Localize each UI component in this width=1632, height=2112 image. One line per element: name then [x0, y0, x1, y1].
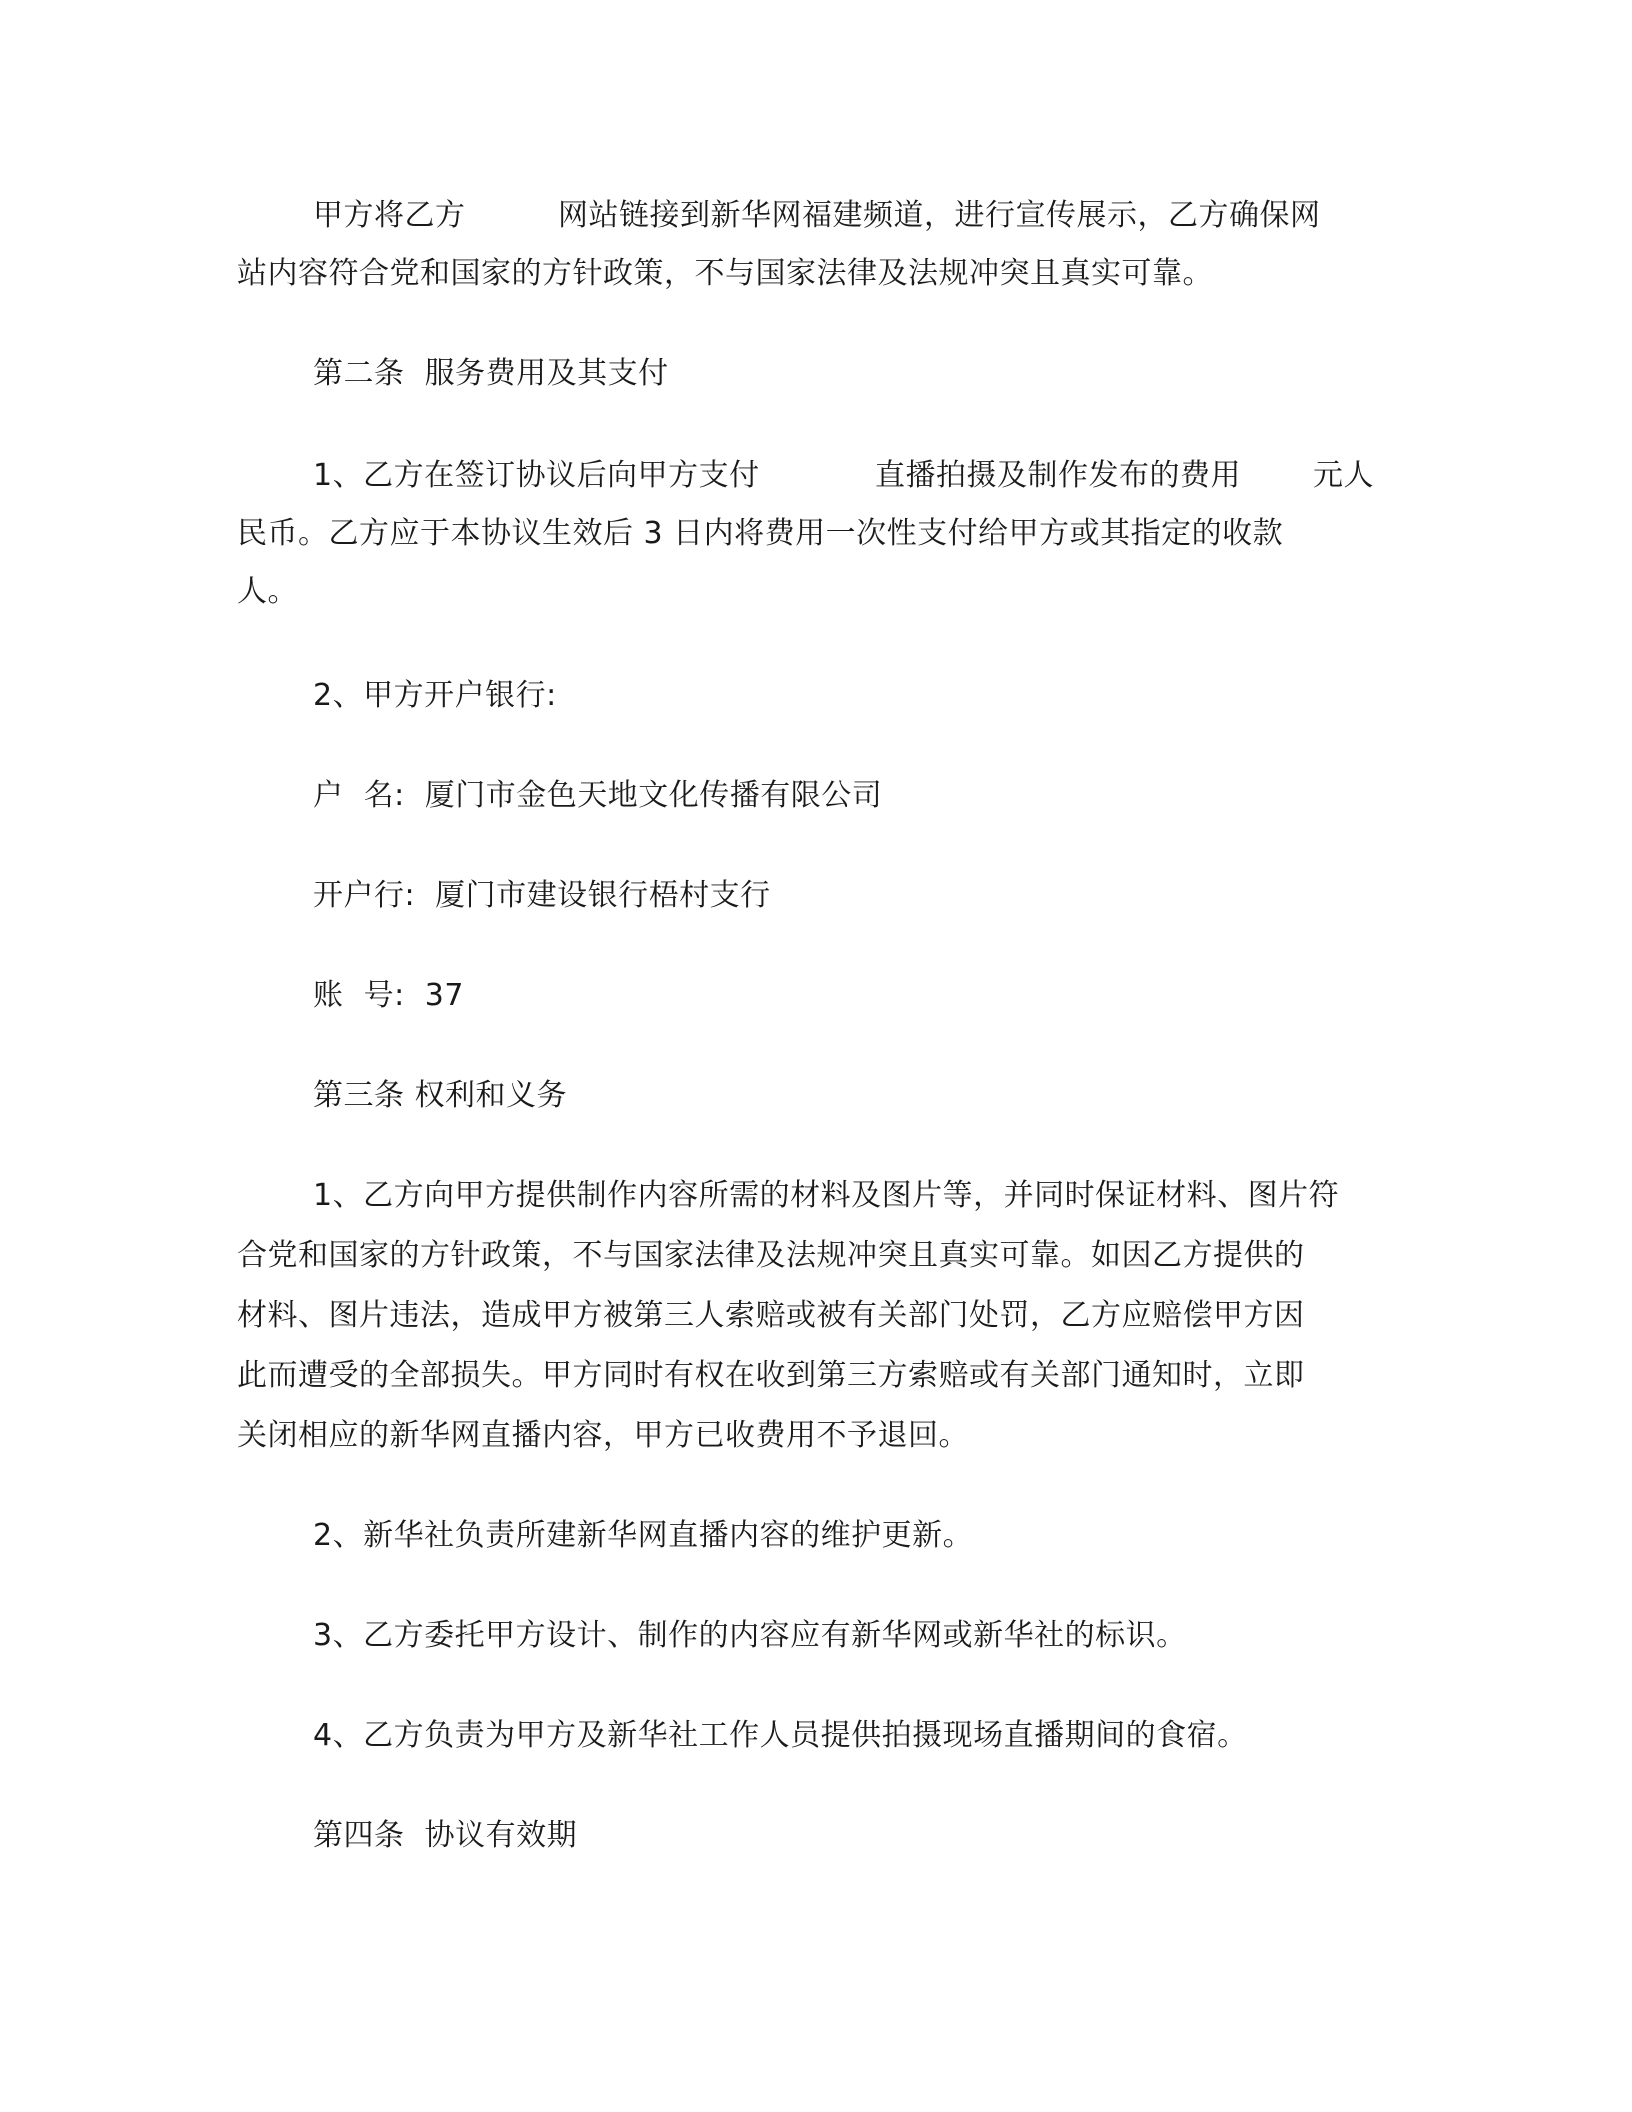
article-2-heading: 第二条 服务费用及其支付	[313, 356, 669, 391]
paragraph-4-line-4: 此而遭受的全部损失。甲方同时有权在收到第三方索赔或有关部门通知时，立即	[237, 1358, 1305, 1393]
paragraph-2-text-b: 直播拍摄及制作发布的费用	[875, 458, 1241, 493]
account-number: 账 号: 37	[313, 978, 464, 1013]
article-4-heading: 第四条 协议有效期	[313, 1818, 578, 1853]
paragraph-1-text-b: 网站链接到新华网福建频道，进行宣传展示，乙方确保网	[558, 198, 1321, 233]
paragraph-2-line-2: 民币。乙方应于本协议生效后 3 日内将费用一次性支付给甲方或其指定的收款	[237, 516, 1284, 551]
article-3-heading: 第三条 权利和义务	[313, 1078, 568, 1113]
paragraph-1-line-2: 站内容符合党和国家的方针政策，不与国家法律及法规冲突且真实可靠。	[237, 256, 1213, 291]
paragraph-7: 4、乙方负责为甲方及新华社工作人员提供拍摄现场直播期间的食宿。	[313, 1718, 1248, 1753]
paragraph-4-line-5: 关闭相应的新华网直播内容，甲方已收费用不予退回。	[237, 1418, 969, 1453]
paragraph-4-line-2: 合党和国家的方针政策，不与国家法律及法规冲突且真实可靠。如因乙方提供的	[237, 1238, 1305, 1273]
paragraph-2-text-a: 1、乙方在签订协议后向甲方支付	[313, 458, 760, 493]
paragraph-2-text-c: 元人	[1313, 458, 1374, 493]
paragraph-1-text-a: 甲方将乙方	[313, 198, 466, 233]
bank-branch: 开户行: 厦门市建设银行梧村支行	[313, 878, 771, 913]
bank-info-heading: 2、甲方开户银行:	[313, 678, 557, 713]
paragraph-2-line-3: 人。	[237, 574, 298, 609]
paragraph-5: 2、新华社负责所建新华网直播内容的维护更新。	[313, 1518, 974, 1553]
account-name: 户 名: 厦门市金色天地文化传播有限公司	[313, 778, 883, 813]
paragraph-4-line-1: 1、乙方向甲方提供制作内容所需的材料及图片等，并同时保证材料、图片符	[313, 1178, 1340, 1213]
paragraph-6: 3、乙方委托甲方设计、制作的内容应有新华网或新华社的标识。	[313, 1618, 1187, 1653]
paragraph-4-line-3: 材料、图片违法，造成甲方被第三人索赔或被有关部门处罚，乙方应赔偿甲方因	[237, 1298, 1305, 1333]
